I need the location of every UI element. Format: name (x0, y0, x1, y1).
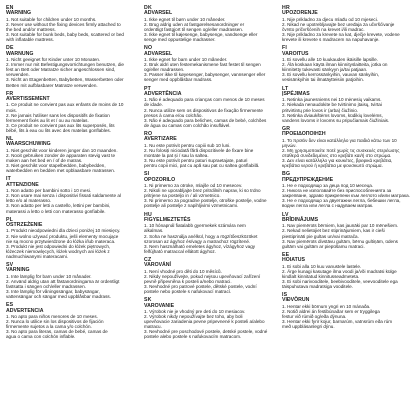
warning-text-line: ordentligt fastgjort til sengen og/eller madrassen. (144, 27, 244, 32)
warning-heading: HOIATUS (282, 257, 305, 264)
language-code: EN (6, 5, 14, 11)
warning-section-no (144, 46, 276, 82)
warning-section-cz (144, 258, 276, 294)
warning-text-line: gultām vai gultām ar piepūšamu matraci. (282, 243, 365, 249)
warning-text-line: čvrsto pričvršćenih na krevet i/ili madrac. (282, 27, 365, 32)
warning-heading: WARNUNG (6, 50, 34, 57)
warning-text-line: 2. Ne jamais l'utiliser sans les dispositifs de fixation (6, 112, 110, 118)
warning-text-line: montate la pat și / sau la saltea. (144, 152, 209, 158)
warning-text-line: agua o cama con colchón inflable. (6, 334, 76, 340)
warning-section-de (6, 46, 138, 87)
language-code: BG (282, 171, 291, 178)
warning-text-line: 2. Nikad ne upotrebljavajte bez uređaja za učvršćivanje (282, 21, 395, 27)
warning-text-line: szorosan az ágyhoz és/vagy a matrachoz rögzítené. (144, 238, 251, 244)
warning-text-line: nadmuchiwanymi materacami. (6, 253, 69, 259)
warning-text-line: 3. Niet geschikt voor stapelbedden, babybedden, (6, 163, 106, 169)
warning-text-line: 1. Inte lämplig för barn under 10 månader. (6, 273, 92, 279)
warning-section-lt (282, 87, 414, 123)
warning-text-line: felfújható matraccal ellátott ágyhoz. (144, 248, 217, 254)
warning-text-line: 2. Brug aldrig uden at fastgørelsesanordninger er (144, 21, 245, 27)
warning-text-line: 1. Hentar ekki börnum yngri en 10 mánaða. (282, 303, 371, 309)
warning-text-line: 2. Nekad nelietojiet bez stiprinājumiem, kas ir cieši (282, 228, 385, 234)
warning-text-line: pritrjene na posteljo in / ali vzmetnico. (144, 193, 221, 199)
warning-text-line: 3. Nav piemērots divstāvu gultām, bērnu gultiņām, ūdens (282, 238, 398, 244)
warning-text-line: 2. Älä koskaan käytä ilman kiinnityslaitteita, jotka on (282, 62, 388, 68)
warning-text-line: 3. Netinka dviaukštėms lovoms, kūdikių lovelėms, (282, 112, 383, 118)
language-code: NO (144, 45, 153, 52)
warning-text-line: 2. Never use without the fixing devices firmly attached to (6, 21, 121, 27)
warning-text-line: verwenden. (6, 72, 30, 78)
warning-text-line: 3. Passer ikke til køyesenger, babysenger, vannsenger eller (144, 72, 266, 78)
warning-text-line: 1. Ce produit ne convient pas aux enfants de moins de 10 (6, 102, 124, 108)
warning-text-line: 1. Produkt nieodpowiedni dla dzieci poniżej 10 miesięcy. (6, 228, 121, 234)
warning-text-line: 1. Ni primerno za otroke, mlajše od 10 mesecev. (144, 183, 243, 189)
warning-text-line: 3. Ei sobi narivooditele, beebivooditele, veevooditele ega (282, 278, 398, 284)
warning-text-line: 3. Produkt nie jest odpowiedni do łóżek piętrowych, (6, 243, 111, 249)
warning-text-line: 1. Nu este potrivit pentru copiii sub 10 luni. (144, 142, 231, 148)
warning-section-gr (282, 127, 414, 168)
warning-text-line: 2. Ärge kunagi kasutage ilma voodi ja/või madratsi külge (282, 268, 397, 274)
warning-heading: WAARSCHUWING (6, 141, 51, 148)
warning-text-line: 2. Använd aldrig utan att fästanordningarna är ordentligt (6, 278, 120, 284)
warning-text-line: letto e/o al materasso. (6, 198, 52, 204)
warning-text-line: 1. 10 hónapnál fiatalabb gyermekek számára nem (144, 223, 246, 229)
warning-text-line: piestiprināti pie gultas un/vai matrača. (282, 233, 359, 239)
warning-heading: ADVERTÊNCIA (144, 90, 182, 97)
warning-text-line: postele alebo postele s nafukovacím matracom. (144, 334, 242, 340)
warning-text-line: 3. Не е подходящо за двуетажни легла, бебешки легла, (282, 198, 401, 204)
warning-heading: ADVERTENCIA (6, 307, 44, 314)
warning-text-line: 2. Μη χρησιμοποιείτε ποτέ χωρίς τις συσκευές στερέωσης (282, 147, 400, 153)
warning-text-line: kindlalt kinnitatud kinnitusseadmeteta. (282, 273, 360, 279)
warning-text-line: postele nebo postele s nafukovací matrací. (144, 289, 232, 295)
warning-text-line: senge med oppustelige madrasser. (144, 37, 216, 43)
warning-text-line: kiinnitetty tukevasti sänkyyn ja/tai patjaan. (282, 67, 368, 73)
warning-section-hr (282, 6, 414, 42)
warning-text-line: 3. Ei sovellu kerrossänkyihin, vauvan sänkyihin, (282, 72, 380, 78)
warning-text-line: 2. Notið aldrei án festibúnaðar sem er tryggilega (282, 308, 380, 314)
warning-section-fr (6, 92, 138, 133)
language-code: IT (6, 176, 12, 183)
warning-heading: ADVARSEL (144, 50, 173, 57)
warning-text-line: pentru copii mici, pat cu apă sau pat cu saltea gonflabilă. (144, 163, 260, 169)
warning-text-line: 1. Nicht geeignet für Kinder unter 10 Monaten. (6, 57, 101, 63)
warning-text-line: σταθερά συνδεδεμένες στο κρεβάτι και/ή στο στρώμα. (282, 152, 392, 158)
warning-text-line: 2. Immer nur mit Befestigungsvorrichtungen benutzen, die (6, 62, 124, 68)
warning-text-line: pevně připevněna k posteli a/nebo matraci. (144, 278, 232, 284)
language-code: EE (282, 251, 290, 258)
warning-text-line: 3. Hentar ekki fyrir kojur, barnarúm, vatnsrúm eða rúm (282, 319, 393, 325)
warning-text-line: fastsatta i sängen och/eller madrassen. (6, 283, 86, 289)
warning-section-ro (144, 132, 276, 168)
warning-text-line: krevete ili krevete s madracem na napuhavanje. (282, 37, 380, 43)
language-code: FR (6, 90, 14, 97)
warning-text-line: vattensängar och sängar med uppblåsbar madrass. (6, 294, 111, 300)
warning-section-pt (144, 87, 276, 128)
warning-text-line: μηνών. (282, 142, 297, 148)
warning-section-bg (282, 172, 414, 208)
warning-section-hu (144, 213, 276, 254)
warning-text-line: 1. Не е подходящо за деца под 10 месеца. (282, 183, 374, 189)
warning-text-line: vandens lovoms ir lovoms su pripučiamais čiužiniais. (282, 117, 390, 123)
warning-heading: OSTRZEŻENIE (6, 222, 43, 228)
warning-text-line: 3. Nem használható emeletes ágyhoz, vízágyhoz vagy (144, 243, 256, 249)
warning-text-line: de idade. (144, 102, 163, 108)
warning-text-line: 1. Ei sobi alla 10 kuu vanustele lastele. (282, 263, 362, 269)
warning-text-line: pritvirtintų prie lovos ir (arba) čiužinio. (282, 107, 359, 113)
warning-text-line: festur við rúmið og/eða dýnuna. (282, 314, 347, 320)
warning-text-line: 1. Nav piemērots bērniem, kas jaunāki par 10 mēnešiem. (282, 223, 399, 229)
leaflet-column-1 (6, 6, 138, 420)
warning-text-line: закрепване, здраво прикрепени към леглото и/или матрака. (282, 193, 410, 199)
warning-heading: VIÐVÖRUN (282, 297, 310, 304)
warning-heading: VAROVÁNÍ (144, 262, 171, 269)
warning-text-line: de água ou camas com colchão insuflável. (144, 122, 231, 128)
warning-text-line: 2. Niekada nenaudokite be tvirtinimo įtaisų, tvirtai (282, 102, 382, 108)
language-code: SI (144, 171, 150, 178)
warning-text-line: täispuhutava madratsiga vooditele. (282, 283, 353, 289)
warning-text-line: 2. Nunca lo utilice sin los dispositivos de fijación (6, 319, 104, 325)
warning-text-line: 1. Ikke egnet for barn under 10 måneder. (144, 57, 228, 63)
warning-text-line: 3. Nevhodné pre poschodové postele, detské postele, vodné (144, 329, 268, 335)
language-code: ES (6, 302, 14, 309)
warning-heading: AVERTISSEMENT (6, 96, 50, 103)
warning-heading: AVERTIZARE (144, 136, 177, 143)
warning-text-line: 1. Το προϊόν δεν είναι κατάλληλο για παιδιά κάτω των 10 (282, 137, 397, 143)
warning-text-line: 2. Nie wolno używać produktu, jeśli elementy mocujące (6, 233, 119, 239)
warning-heading: OPOZORILO (144, 176, 176, 183)
warning-text-line: 3. Ni primerno za pogradne postelje, otroške postelje, vodne (144, 198, 267, 204)
warning-heading: UPOZORENJE (282, 10, 318, 17)
warning-section-it (6, 177, 138, 213)
warning-section-es (6, 303, 138, 339)
warning-text-line: 3. Nije prikladno za krevete na kat, dječje krevete, vodene (282, 32, 400, 38)
language-code: SV (6, 261, 14, 268)
warning-text-line: Betten mit aufblasbarer Matratze verwenden. (6, 82, 98, 88)
language-code: DK (144, 5, 152, 11)
warning-section-en (6, 6, 138, 42)
warning-text-line: 3. Inte lämplig för våningssängar, babysängar, (6, 289, 100, 295)
warning-text-line: 3. Ce produit ne convient pas aux lits superposés, lits (6, 122, 115, 128)
warning-text-line: 2. Nikdy nepoužívejte, pokud nejsou upevňovací zařízení (144, 273, 261, 279)
warning-text-line: nie są mocno przytwierdzone do łóżka i/lub materaca. (6, 238, 116, 244)
language-code: HU (144, 211, 152, 218)
warning-heading: ADVARSEL (144, 10, 173, 17)
warning-text-line: 2. Nunca utilize sem os dispositivos de fixação firmemente (144, 107, 263, 113)
language-code: PL (6, 216, 14, 223)
language-code: FI (282, 45, 288, 52)
warning-text-line: 3. Nevhodné pro patrové postele, dětské postele, vodní (144, 283, 257, 289)
warning-text-line: 1. No apto para niños menores de 10 meses. (6, 314, 98, 320)
warning-text-line: 2. Non usare mai senza i dispositivi fissati saldamente al (6, 193, 121, 199)
warning-text-line: alkalmas. (144, 228, 164, 234)
warning-text-line: 1. Não é adequado para crianças com menos de 10 meses (144, 97, 265, 103)
warning-text-line: 1. Niet geschikt voor kinderen jonger dan 10 maanden. (6, 147, 118, 153)
language-code: PT (144, 85, 152, 92)
warning-text-line: 1. Netinka jaunesniems nei 10 mėnesių vaikams. (282, 97, 382, 103)
warning-text-line: 3. Nicht an Etagenbetten, Babybetten, Wasserbetten oder (6, 77, 124, 83)
warning-section-si (144, 172, 276, 208)
warning-text-line: 1. Výrobok nie je vhodný pre deti do 10 mesiacov. (144, 308, 246, 314)
warning-text-line: matracu. (144, 324, 162, 330)
warning-section-fi (282, 46, 414, 82)
warning-text-line: 1. Ei sovellu alle 10 kuukauden ikäisille lapsille. (282, 57, 379, 63)
warning-heading: ATTENZIONE (6, 181, 39, 188)
warning-section-ee (282, 253, 414, 289)
warning-section-pl (6, 218, 138, 259)
warning-text-line: og/eller madrassen. (144, 67, 185, 73)
warning-text-line: the bed and/or mattress. (6, 27, 56, 32)
warning-heading: ПРЕДУПРЕЖДЕНИЕ (282, 176, 334, 183)
warning-text-line: 2. Bruk aldri uten festemekanismene fast festet til sengen (144, 62, 261, 68)
warning-text-line: łóżeczek niemowlęcych, łóżek wodnych ani łóżek z (6, 248, 110, 254)
warning-section-nl (6, 137, 138, 173)
warning-heading: BRĪDINĀJUMS (282, 216, 319, 223)
warning-text-line: senger med oppblåsbar madrass. (144, 77, 213, 83)
language-code: SK (144, 297, 152, 304)
warning-text-line: 2. Výrobok nikdy nepoužívajte bez toho, aby boli (144, 314, 243, 320)
warning-text-line: 2. Nu folosiți niciodată fără dispozitivele de fixare bine (144, 147, 254, 153)
warning-text-line: upevňovacie zariadenia pevne pripevnené k posteli a/alebo (144, 319, 265, 325)
warning-text-line: 1. Není vhodné pro děti do 10 měsíců. (144, 268, 222, 274)
language-code: CZ (144, 256, 152, 263)
warning-text-line: postelje ali postelje z napihljivimi vzmetnicami. (144, 203, 239, 209)
warning-section-dk (144, 6, 276, 42)
warning-text-line: κρεβάτια νερού ή κρεβάτια με φουσκωτό στρώμα. (282, 163, 383, 169)
warning-text-line: presos à cama e/ou colchão. (144, 112, 203, 118)
warning-text-line: 1. Non adatto per bambini sotto i 10 mesi. (6, 188, 92, 194)
warning-text-line: 3. Not suitable for bunk beds, baby beds, scattered or bed (6, 32, 124, 38)
warning-section-is (282, 293, 414, 329)
warning-text-line: waterbedden en bedden met opblaasbare matrassen. (6, 168, 116, 174)
leaflet-column-2 (144, 6, 276, 420)
language-code: NL (6, 136, 14, 143)
warning-text-line: 1. Nije prikladno za djecu mlađu od 10 mjeseci. (282, 16, 379, 22)
leaflet-column-3 (282, 6, 414, 420)
warning-heading: ΠΡΟΕΙΔΟΠΟΙΗΣΗ (282, 131, 326, 138)
warning-text-line: 1. Not suitable for children under 10 months. (6, 16, 97, 22)
warning-text-line: með uppblásanlegri dýnu. (282, 324, 335, 330)
warning-text-line: 3. Ikke egnet til køjesenge, babysenge, vandsenge eller (144, 32, 258, 38)
warning-section-lv (282, 213, 414, 249)
language-code: HR (282, 5, 290, 11)
warning-text-line: 2. Никога не използвайте без приспособленията за (282, 188, 392, 194)
warning-text-line: 3. Δεν είναι κατάλληλο για κουκέτες, βρεφικά κρεβάτια, (282, 158, 393, 164)
warning-heading: ĮSPĖJIMAS (282, 90, 310, 97)
language-code: RO (144, 130, 153, 137)
language-code: LT (282, 85, 289, 92)
warning-text-line: 2. Nikoli ne uporabljajte brez pritrdilnih naprav, ki so trdno (144, 188, 261, 194)
language-code: DE (6, 45, 14, 52)
warning-text-line: bébé, lits à eau ou lits avec des matelas gonflables. (6, 127, 111, 133)
warning-heading: VAROITUS (282, 50, 309, 57)
language-code: LV (282, 211, 289, 218)
warning-text-line: 3. Nu este potrivit pentru paturi supraetajate, paturi (144, 158, 248, 164)
warning-text-line: vesisänkyihin tai ilmatäytteisiin patjoihin. (282, 77, 364, 83)
warning-text-line: 2. Soha ne használja anélkül, hogy a rögzítőeszközöket (144, 233, 258, 239)
warning-text-line: водни легла или легла с надуваем матрак. (282, 203, 374, 209)
warning-text-line: maken aan het bed en / of de matras. (6, 158, 83, 164)
warning-heading: VARNING (6, 267, 30, 274)
warning-text-line: fermement fixés au lit et / ou au matelas. (6, 117, 89, 123)
warning-text-line: with inflatable mattress. (6, 37, 54, 43)
warning-section-sv (6, 263, 138, 299)
warning-heading: WARNING (6, 10, 32, 17)
warning-text-line: 1. Ikke egnet til børn under 10 måneder. (144, 16, 226, 22)
warning-section-sk (144, 298, 276, 339)
language-code: GR (282, 125, 291, 132)
warning-heading: VAROVANIE (144, 302, 175, 309)
warning-text-line: firmemente sujetos a la cama y/o colchón. (6, 324, 92, 330)
warning-text-line: mois. (6, 107, 17, 113)
warning-text-line: fest an Bett oder Matratze sicher angeschlossen sind, (6, 67, 116, 73)
warning-text-line: 3. No apto para literas, camas de bebé, camas de (6, 329, 108, 335)
language-code: IS (282, 292, 288, 299)
warning-text-line: 3. Non adatto per letti a castello, lettini per bambini, (6, 203, 111, 209)
warning-text-line: 3. Não é adequado para beliches, camas de bebé, colchões (144, 117, 267, 123)
warning-text-line: materassi a letto o letti con materasso gonfiabile. (6, 208, 106, 214)
warning-text-line: 2. Nooit gebruiken zonder de apparaten stevig vast te (6, 152, 116, 158)
warning-heading: FIGYELMEZTETÉS (144, 216, 191, 223)
